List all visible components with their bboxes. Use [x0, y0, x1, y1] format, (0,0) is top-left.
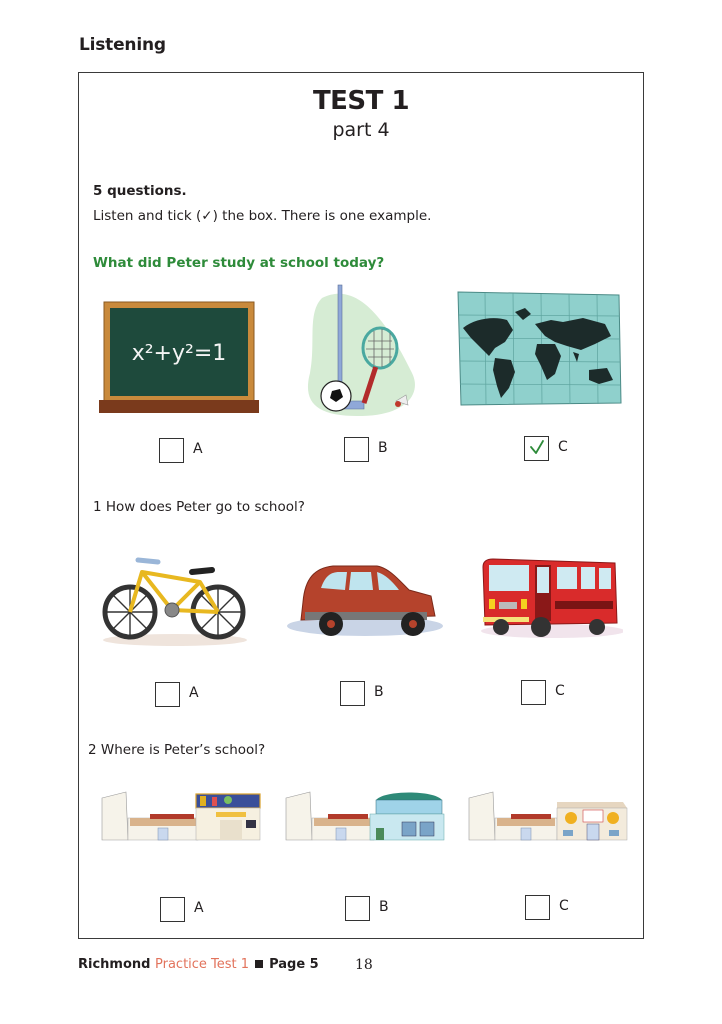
q1-option-label-a: A	[189, 685, 199, 701]
q2-checkbox-a[interactable]	[160, 897, 185, 922]
q2-option-label-a: A	[194, 900, 204, 916]
checkbox-b[interactable]	[344, 437, 369, 462]
question-2-label: 2 Where is Peter’s school?	[88, 742, 266, 758]
checkbox-a[interactable]	[159, 438, 184, 463]
question-1-label: 1 How does Peter go to school?	[93, 499, 305, 515]
question-count: 5 questions.	[93, 183, 187, 199]
section-title: Listening	[79, 35, 166, 55]
square-bullet-icon	[255, 960, 263, 968]
footer-series: Practice Test 1	[155, 957, 250, 972]
sports-equipment-image	[302, 283, 422, 418]
chalkboard-formula: x²+y²=1	[131, 341, 227, 366]
instructions-before: Listen and tick (	[93, 208, 202, 224]
bus-image	[473, 555, 623, 640]
q2-checkbox-c[interactable]	[525, 895, 550, 920]
footer-page-label: Page 5	[269, 957, 319, 972]
instructions-after: ) the box. There is one example.	[212, 208, 432, 224]
option-label-b: B	[378, 440, 388, 456]
example-question: What did Peter study at school today?	[93, 255, 385, 271]
checkmark-icon	[529, 438, 545, 456]
page-number: 18	[355, 957, 373, 973]
test-title: TEST 1	[312, 86, 410, 116]
q2-option-label-b: B	[379, 899, 389, 915]
q1-checkbox-c[interactable]	[521, 680, 546, 705]
test-part: part 4	[332, 119, 390, 141]
q2-option-label-c: C	[559, 898, 569, 914]
world-map-image	[455, 290, 623, 408]
checkbox-c-checked[interactable]	[524, 436, 549, 461]
tick-symbol: ✓	[201, 208, 213, 224]
option-label-c: C	[558, 439, 568, 455]
q2-checkbox-b[interactable]	[345, 896, 370, 921]
car-image	[285, 560, 443, 640]
q1-option-label-c: C	[555, 683, 565, 699]
school-sports-centre-image	[284, 788, 446, 843]
q1-checkbox-b[interactable]	[340, 681, 365, 706]
bicycle-image	[100, 552, 250, 647]
q1-checkbox-a[interactable]	[155, 682, 180, 707]
q1-option-label-b: B	[374, 684, 384, 700]
instructions	[93, 208, 431, 224]
footer-brand: Richmond	[78, 957, 151, 972]
option-label-a: A	[193, 441, 203, 457]
school-shop-image	[100, 788, 262, 843]
footer	[78, 957, 319, 972]
chalkboard-image	[99, 300, 261, 415]
school-restaurant-image	[467, 788, 629, 843]
